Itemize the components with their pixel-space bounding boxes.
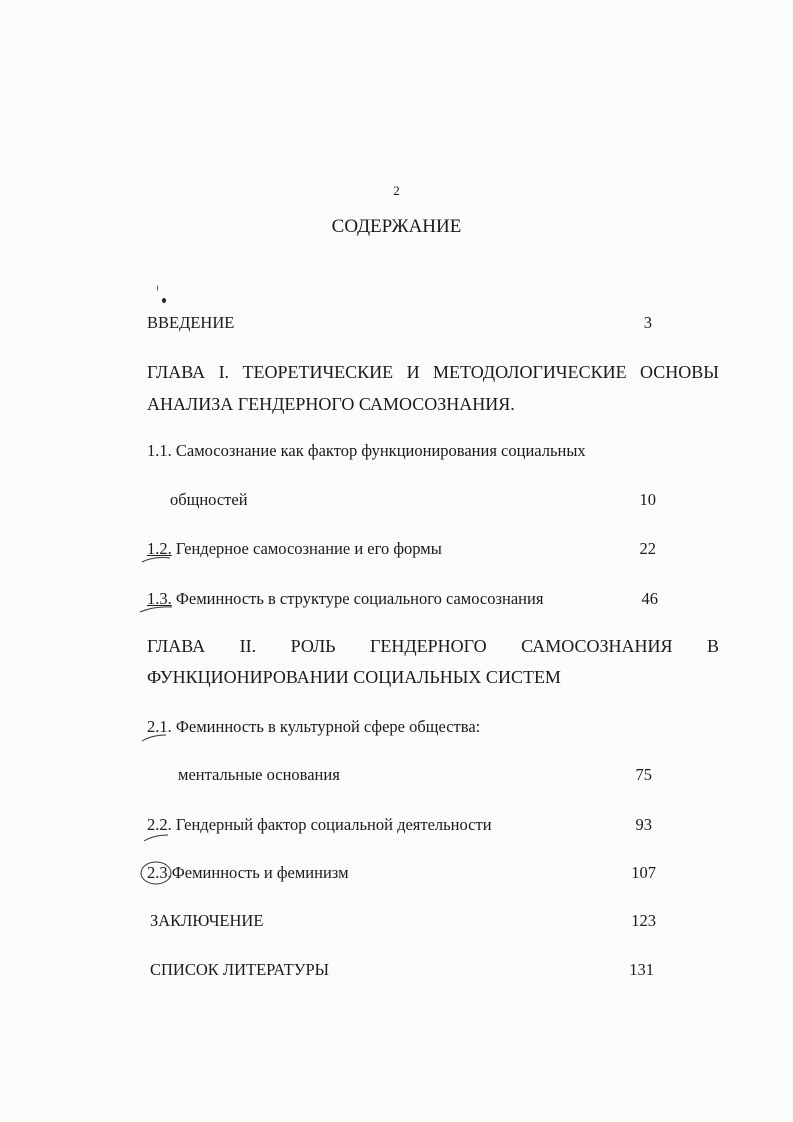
toc-title: СОДЕРЖАНИЕ — [331, 216, 462, 237]
chapter-1-word: ГЛАВА — [147, 362, 206, 382]
chapter-1-word: I. — [218, 362, 230, 382]
section-number: 1.2. — [147, 539, 172, 558]
toc-entry-1-1-cont: общностей — [170, 490, 248, 509]
toc-page-1-1: 10 — [639, 490, 656, 509]
toc-page-intro: 3 — [643, 313, 652, 332]
toc-page-2-1: 75 — [635, 765, 652, 784]
toc-page-2-2: 93 — [635, 815, 652, 834]
chapter-1-heading[interactable] — [147, 362, 719, 383]
toc-entry-intro[interactable]: ВВЕДЕНИЕ — [147, 313, 235, 332]
toc-entry-1-3[interactable] — [147, 589, 543, 609]
chapter-2-word: ГЛАВА — [147, 636, 206, 656]
toc-entry-2-1[interactable]: 2.1. Феминность в культурной сфере общества: — [147, 717, 481, 736]
toc-page-1-2: 22 — [639, 539, 656, 558]
toc-page-1-3: 46 — [641, 589, 658, 608]
chapter-1-word: ОСНОВЫ — [640, 362, 719, 382]
toc-entry-2-1-cont: ментальные основания — [178, 765, 340, 784]
chapter-1-word: МЕТОДОЛОГИЧЕСКИЕ — [433, 362, 627, 382]
section-number: 1.3. — [147, 589, 172, 608]
chapter-2-word: II. — [239, 636, 257, 656]
toc-entry-1-2[interactable] — [147, 539, 442, 559]
pen-mark — [140, 730, 174, 744]
toc-entry-2-3[interactable]: 2.3.Феминность и феминизм — [147, 863, 349, 882]
chapter-1-heading-cont: АНАЛИЗА ГЕНДЕРНОГО САМОСОЗНАНИЯ. — [147, 394, 515, 414]
chapter-2-word: РОЛЬ — [290, 636, 336, 656]
page-number: 2 — [393, 183, 400, 198]
chapter-2-heading[interactable] — [147, 636, 719, 657]
toc-page-2-3: 107 — [631, 863, 656, 882]
pen-mark — [138, 602, 182, 616]
toc-entry-references[interactable]: СПИСОК ЛИТЕРАТУРЫ — [150, 960, 330, 979]
toc-entry-1-1[interactable]: 1.1. Самосознание как фактор функционирования социальных — [147, 441, 586, 460]
chapter-2-heading-cont: ФУНКЦИОНИРОВАНИИ СОЦИАЛЬНЫХ СИСТЕМ — [147, 667, 561, 687]
chapter-1-word: И — [406, 362, 420, 382]
pen-mark — [140, 552, 180, 566]
toc-page-references: 131 — [629, 960, 654, 979]
toc-entry-conclusion[interactable]: ЗАКЛЮЧЕНИЕ — [150, 911, 264, 930]
chapter-2-word: САМОСОЗНАНИЯ — [521, 636, 673, 656]
toc-entry-2-2[interactable]: 2.2. Гендерный фактор социальной деятельности — [147, 815, 492, 834]
scan-speck — [162, 298, 166, 303]
chapter-2-word: В — [706, 636, 719, 656]
scan-speck — [157, 285, 158, 291]
circle-mark — [138, 858, 178, 888]
chapter-2-word: ГЕНДЕРНОГО — [369, 636, 487, 656]
chapter-1-word: ТЕОРЕТИЧЕСКИЕ — [242, 362, 394, 382]
toc-page-conclusion: 123 — [631, 911, 656, 930]
section-title: Феминность в структуре социального самосознания — [171, 589, 544, 608]
section-title: Гендерное самосознание и его формы — [171, 539, 442, 558]
pen-mark — [142, 830, 176, 844]
